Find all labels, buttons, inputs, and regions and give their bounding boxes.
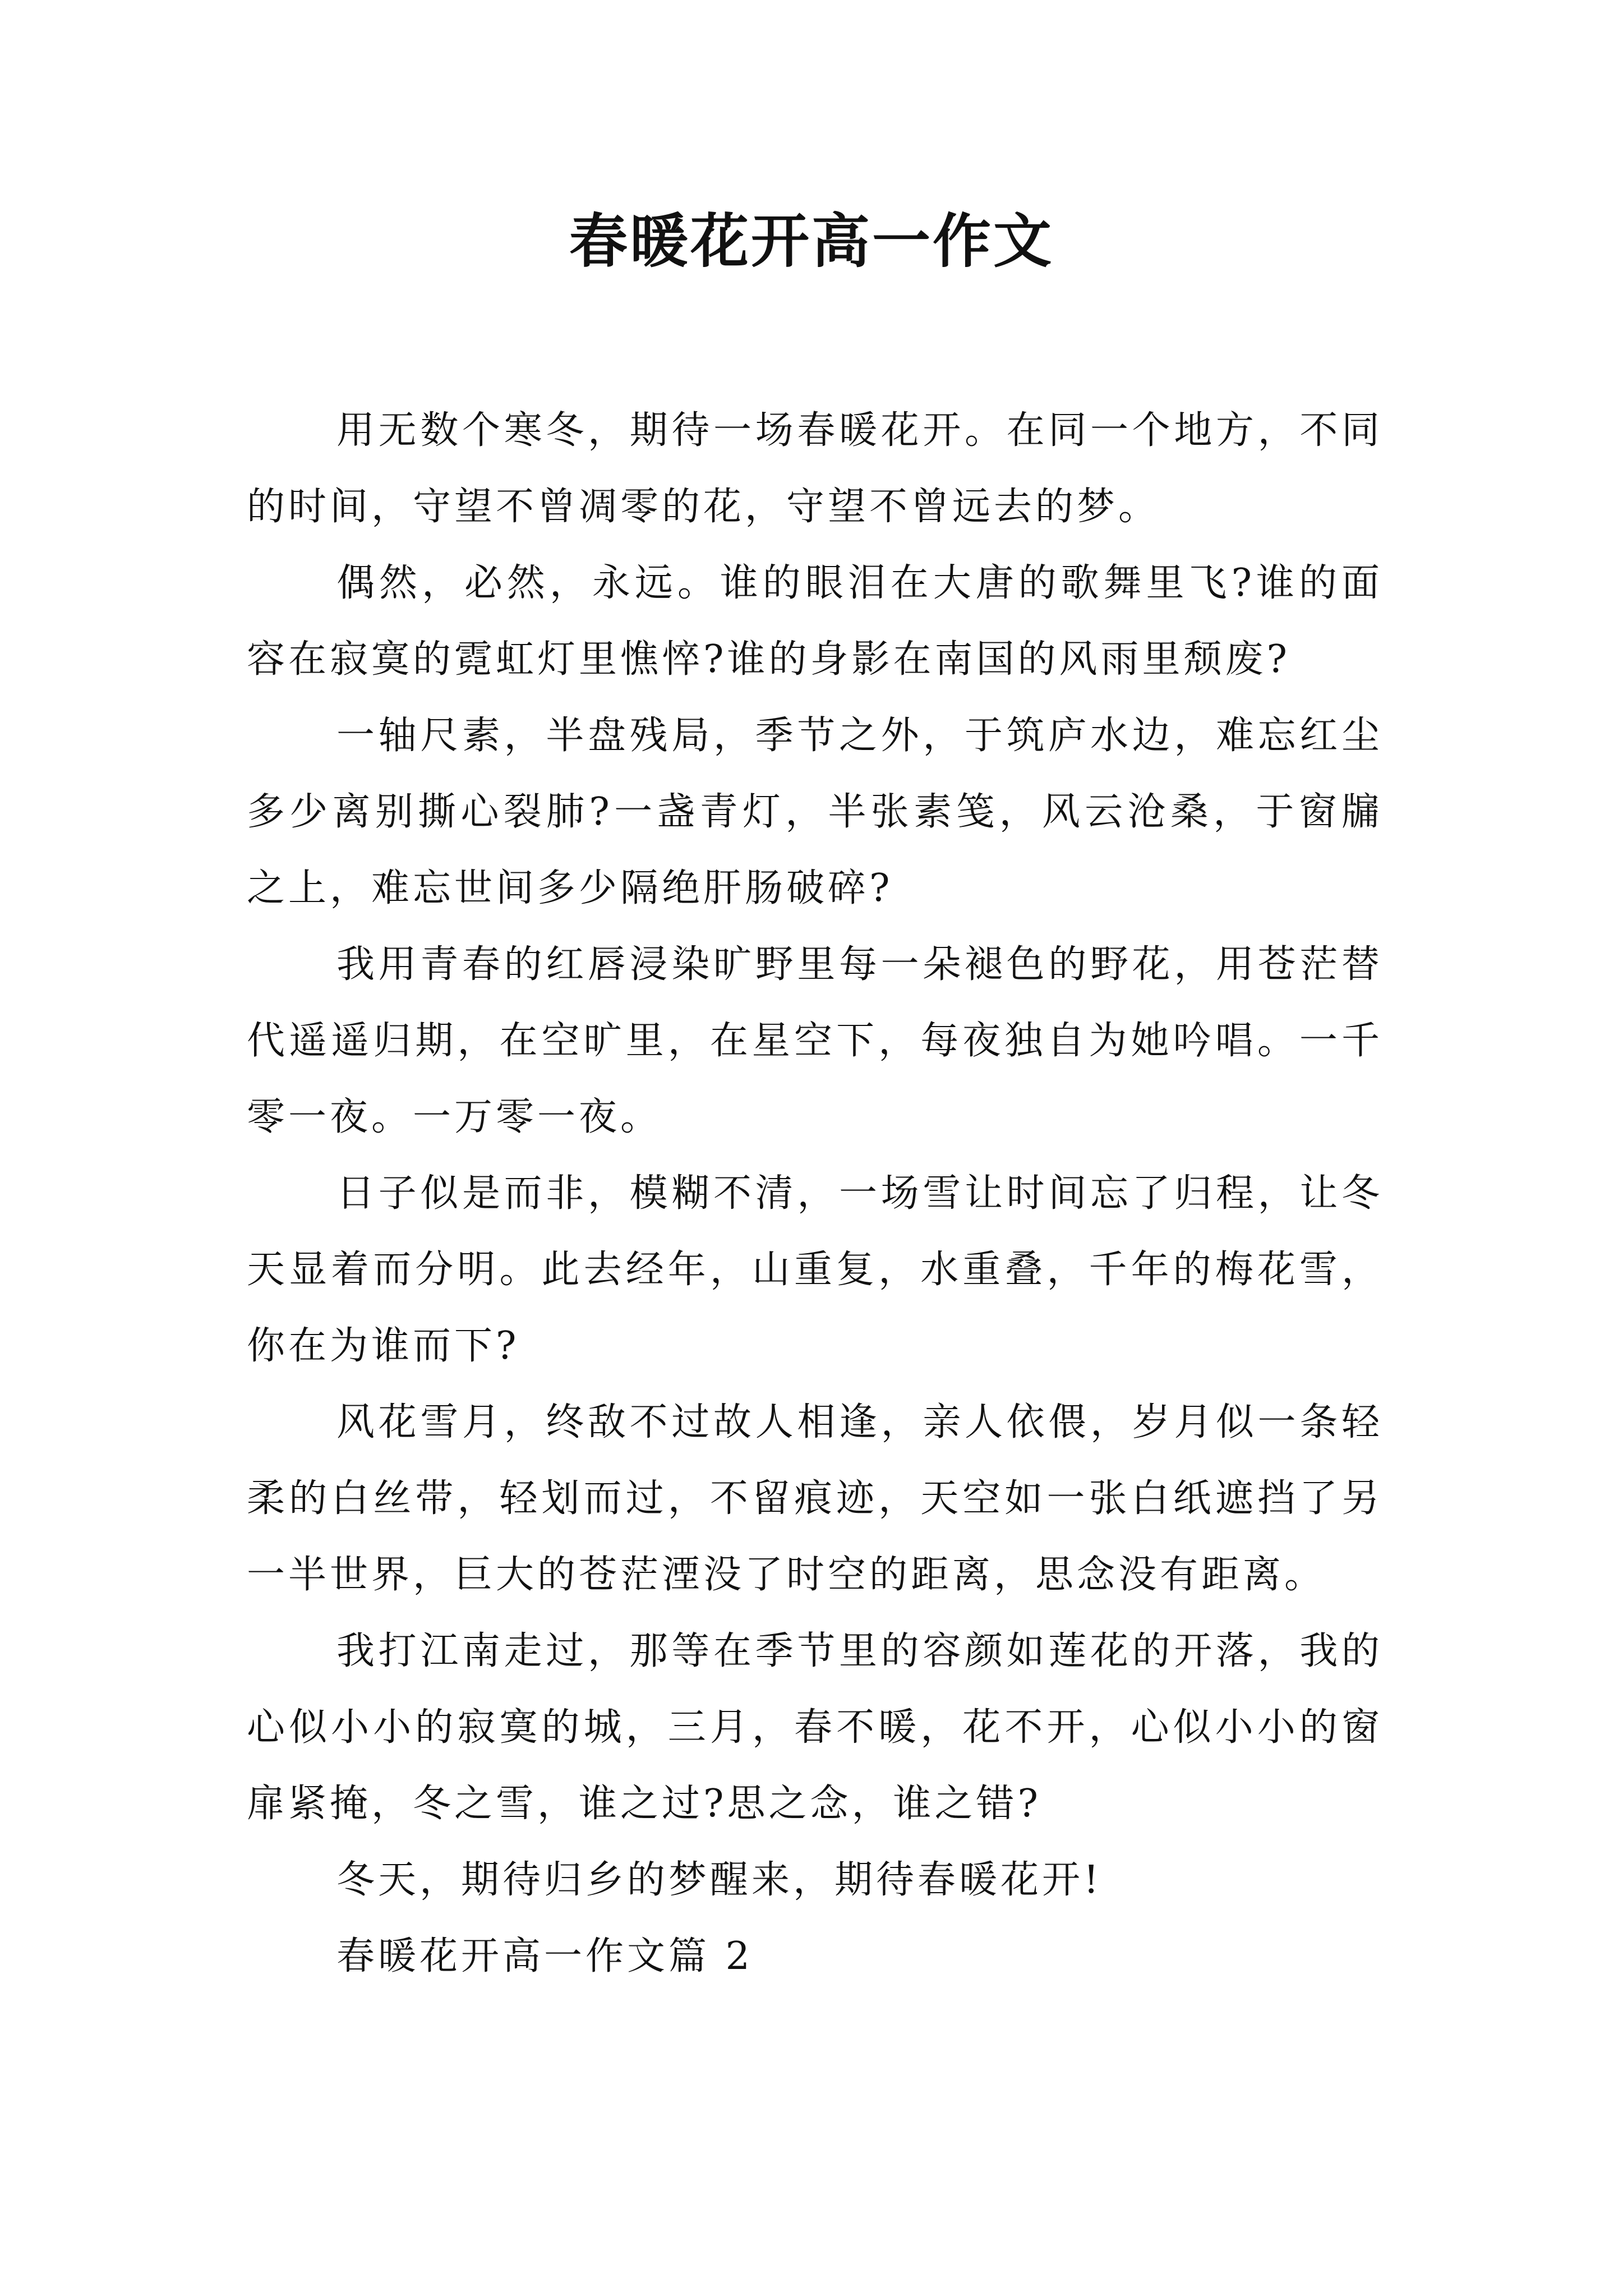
paragraph-6: 风花雪月，终敌不过故人相逢，亲人依偎，岁月似一条轻柔的白丝带，轻划而过，不留痕迹，天空如一张白纸遮挡了另一半世界，巨大的苍茫湮没了时空的距离，思念没有距离。: [247, 1400, 1383, 1597]
paragraph-4: 我用青春的红唇浸染旷野里每一朵褪色的野花，用苍茫替代遥遥归期，在空旷里，在星空下，每夜独自为她吟唱。一千零一夜。一万零一夜。: [247, 942, 1383, 1139]
paragraph-8: 冬天，期待归乡的梦醒来，期待春暖花开!: [336, 1858, 1103, 1902]
paragraph-2: 偶然，必然，永远。谁的眼泪在大唐的歌舞里飞?谁的面容在寂寞的霓虹灯里憔悴?谁的身影在南国的风雨里颓废?: [247, 561, 1383, 682]
paragraph-5: 日子似是而非，模糊不清，一场雪让时间忘了归程，让冬天显着而分明。此去经年，山重复，水重叠，千年的梅花雪，你在为谁而下?: [247, 1171, 1383, 1368]
paragraph-7: 我打江南走过，那等在季节里的容颜如莲花的开落，我的心似小小的寂寞的城，三月，春不暖，花不开，心似小小的窗扉紧掩，冬之雪，谁之过?思之念，谁之错?: [247, 1629, 1383, 1826]
document-title: 春暖花开高一作文: [569, 206, 1054, 275]
document-body: [247, 393, 1383, 1995]
section-heading-part-2: 春暖花开高一作文篇 2: [336, 1934, 753, 1978]
paragraph-1: 用无数个寒冬，期待一场春暖花开。在同一个地方，不同的时间，守望不曾凋零的花，守望不曾远去的梦。: [247, 408, 1383, 529]
paragraph-3: 一轴尺素，半盘残局，季节之外，于筑庐水边，难忘红尘多少离别撕心裂肺?一盏青灯，半张素笺，风云沧桑，于窗牖之上，难忘世间多少隔绝肝肠破碎?: [247, 714, 1383, 910]
